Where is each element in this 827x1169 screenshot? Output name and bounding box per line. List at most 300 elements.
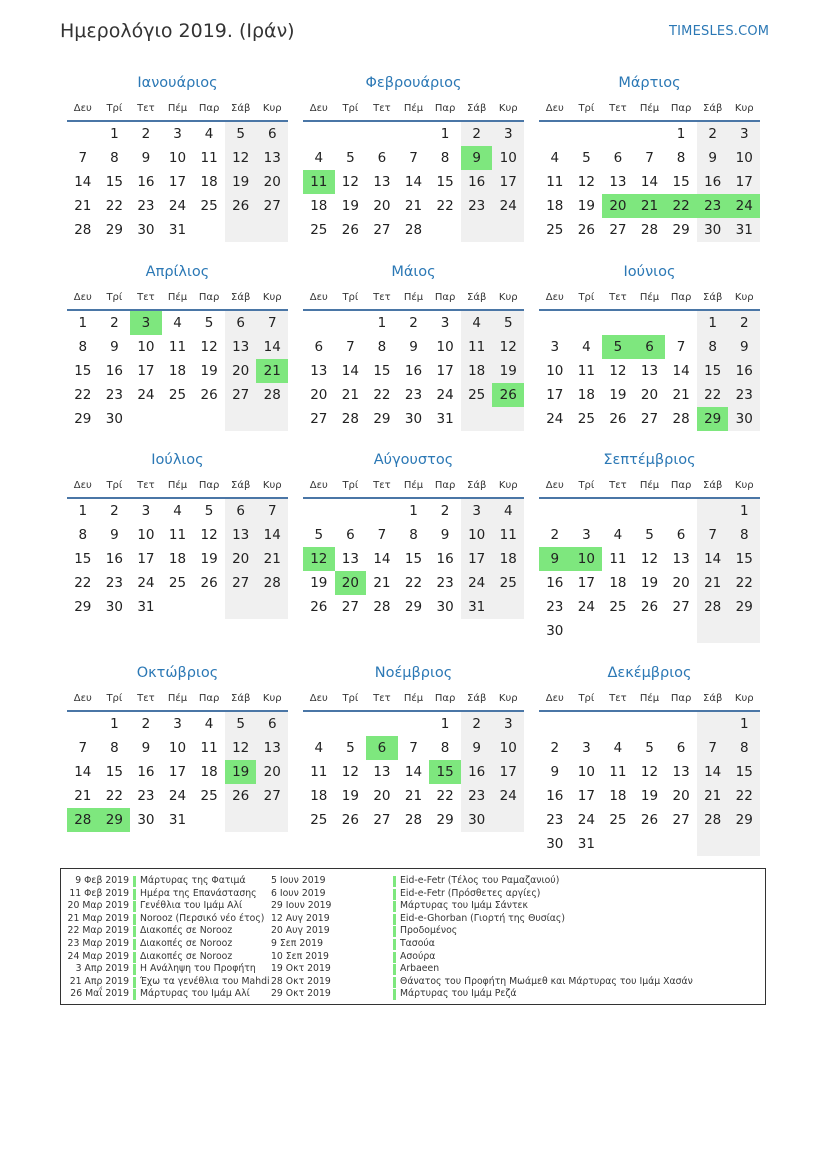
day-cell: 15 — [404, 551, 423, 567]
day-cell: 25 — [200, 198, 218, 214]
day-cell: 24 — [168, 788, 187, 804]
day-cell: 22 — [404, 575, 423, 591]
day-cell: 18 — [609, 575, 627, 591]
day-cell: 11 — [461, 335, 493, 359]
week-row — [67, 335, 288, 359]
week-row — [539, 311, 760, 335]
day-cell: 5 — [204, 503, 214, 519]
legend-date: 21 Μαρ 2019 — [67, 912, 129, 924]
month-name: Ιανουάριος — [137, 75, 218, 91]
day-cell: 4 — [582, 339, 591, 355]
weekday-label: Δευ — [309, 103, 328, 114]
month-name: Μάιος — [391, 264, 436, 280]
day-cell: 22 — [74, 575, 92, 591]
day-cell: 8 — [728, 523, 760, 547]
day-cell: 29 — [373, 411, 391, 427]
holiday-day-cell: 19 — [225, 760, 257, 784]
day-cell: 4 — [461, 311, 493, 335]
empty-day-cell — [634, 122, 666, 146]
weekday-label: Σάβ — [467, 292, 487, 303]
weekday-label: Σάβ — [231, 693, 251, 704]
weekday-label: Κυρ — [734, 480, 754, 491]
day-cell: 27 — [310, 411, 328, 427]
weekday-label: Τετ — [137, 693, 155, 704]
empty-day-cell — [335, 122, 367, 146]
day-cell: 5 — [225, 712, 257, 736]
day-cell: 19 — [310, 575, 328, 591]
day-cell: 12 — [640, 764, 659, 780]
day-cell: 8 — [440, 740, 450, 756]
weekday-label: Πέμ — [639, 292, 660, 303]
day-cell: 1 — [377, 315, 387, 331]
weekday-label: Παρ — [434, 693, 456, 704]
weekday-label: Τρί — [578, 292, 595, 303]
weekday-label: Τετ — [609, 480, 627, 491]
empty-day-cell — [602, 619, 634, 643]
day-cell: 24 — [461, 571, 493, 595]
day-cell: 2 — [440, 503, 450, 519]
empty-day-cell — [225, 808, 257, 832]
week-row — [67, 736, 288, 760]
legend-holiday-name: Μάρτυρας της Φατιμά — [140, 875, 246, 886]
day-cell: 5 — [346, 150, 355, 166]
weekday-header — [303, 475, 524, 499]
week-row — [303, 194, 524, 218]
day-cell: 1 — [728, 712, 760, 736]
day-cell: 2 — [697, 122, 729, 146]
day-cell: 7 — [409, 150, 418, 166]
weekday-label: Τρί — [342, 480, 359, 491]
day-cell: 17 — [577, 788, 595, 804]
empty-day-cell — [162, 595, 194, 619]
day-cell: 25 — [492, 571, 524, 595]
empty-day-cell — [67, 122, 99, 146]
day-cell: 14 — [373, 551, 391, 567]
day-cell: 5 — [645, 527, 654, 543]
day-cell: 9 — [141, 150, 151, 166]
week-row — [67, 760, 288, 784]
month-5 — [303, 257, 524, 431]
day-cell: 15 — [105, 174, 123, 190]
day-cell: 2 — [141, 716, 151, 732]
weekday-label: Τετ — [137, 480, 155, 491]
day-cell: 23 — [461, 194, 493, 218]
week-row — [539, 736, 760, 760]
empty-day-cell — [256, 407, 288, 431]
week-row — [67, 146, 288, 170]
weekday-label: Τρί — [106, 292, 123, 303]
empty-day-cell — [728, 619, 760, 643]
day-cell: 29 — [74, 599, 92, 615]
day-cell: 4 — [204, 716, 214, 732]
week-row — [539, 832, 760, 856]
week-row — [539, 170, 760, 194]
empty-day-cell — [634, 499, 666, 523]
empty-day-cell — [602, 122, 634, 146]
day-cell: 18 — [310, 788, 328, 804]
day-cell: 13 — [256, 736, 288, 760]
day-cell: 18 — [492, 547, 524, 571]
weekday-label: Τετ — [609, 693, 627, 704]
weekday-label: Κυρ — [734, 693, 754, 704]
day-cell: 4 — [173, 315, 182, 331]
legend-date: 20 Αυγ 2019 — [271, 925, 330, 937]
brand-link[interactable]: TIMESLES.COM — [669, 24, 770, 39]
weekday-label: Τρί — [106, 693, 123, 704]
month-1 — [67, 68, 288, 242]
empty-day-cell — [193, 218, 225, 242]
day-cell: 10 — [137, 339, 155, 355]
day-cell: 18 — [546, 198, 564, 214]
day-cell: 15 — [74, 363, 92, 379]
day-cell: 10 — [168, 740, 187, 756]
day-cell: 20 — [256, 170, 288, 194]
weekday-label: Τρί — [106, 103, 123, 114]
weekday-header — [539, 287, 760, 311]
day-cell: 8 — [110, 740, 119, 756]
day-cell: 9 — [728, 335, 760, 359]
empty-day-cell — [492, 808, 524, 832]
week-row — [303, 218, 524, 242]
day-cell: 24 — [168, 198, 187, 214]
day-cell: 30 — [105, 411, 123, 427]
day-cell: 10 — [546, 363, 564, 379]
day-cell: 17 — [728, 170, 760, 194]
day-cell: 4 — [613, 527, 623, 543]
day-cell: 27 — [256, 784, 288, 808]
week-row — [539, 383, 760, 407]
week-row — [539, 760, 760, 784]
weekday-label: Σάβ — [231, 292, 251, 303]
day-cell: 2 — [550, 527, 560, 543]
day-cell: 8 — [676, 150, 686, 166]
day-cell: 27 — [373, 222, 391, 238]
holiday-day-cell: 21 — [256, 359, 288, 383]
month-name: Μάρτιος — [618, 75, 681, 91]
day-cell: 30 — [137, 222, 155, 238]
legend-color-marker — [393, 952, 396, 963]
week-row — [67, 311, 288, 335]
day-cell: 24 — [577, 599, 595, 615]
holiday-day-cell: 21 — [634, 194, 666, 218]
legend-date: 22 Μαρ 2019 — [67, 925, 129, 937]
weekday-label: Δευ — [309, 693, 328, 704]
day-cell: 19 — [640, 788, 659, 804]
legend-row — [61, 913, 761, 926]
day-cell: 29 — [436, 812, 454, 828]
day-cell: 23 — [137, 788, 155, 804]
day-cell: 2 — [141, 126, 151, 142]
day-cell: 14 — [640, 174, 659, 190]
week-row — [303, 784, 524, 808]
empty-day-cell — [665, 619, 697, 643]
day-cell: 16 — [728, 359, 760, 383]
weekday-header — [303, 287, 524, 311]
week-row — [67, 122, 288, 146]
day-cell: 2 — [728, 311, 760, 335]
day-cell: 14 — [341, 363, 359, 379]
legend-color-marker — [393, 939, 396, 950]
day-cell: 10 — [577, 764, 595, 780]
holiday-legend — [60, 868, 766, 1005]
weekday-label: Κυρ — [498, 480, 518, 491]
weekday-label: Πέμ — [403, 693, 424, 704]
day-cell: 25 — [546, 222, 564, 238]
day-cell: 16 — [137, 174, 155, 190]
legend-row — [61, 875, 761, 888]
empty-day-cell — [193, 808, 225, 832]
week-row — [303, 359, 524, 383]
day-cell: 14 — [697, 547, 729, 571]
day-cell: 18 — [168, 363, 187, 379]
day-cell: 3 — [582, 527, 591, 543]
empty-day-cell — [492, 595, 524, 619]
weekday-label: Σάβ — [703, 693, 723, 704]
week-row — [539, 808, 760, 832]
day-cell: 11 — [609, 551, 627, 567]
weekday-header — [539, 688, 760, 712]
legend-date: 6 Ιουν 2019 — [271, 887, 326, 899]
day-cell: 4 — [613, 740, 623, 756]
day-cell: 13 — [672, 551, 690, 567]
day-cell: 5 — [492, 311, 524, 335]
day-cell: 23 — [728, 383, 760, 407]
weekday-label: Δευ — [545, 693, 564, 704]
weekday-header — [67, 287, 288, 311]
day-cell: 8 — [110, 150, 119, 166]
empty-day-cell — [303, 712, 335, 736]
empty-day-cell — [303, 122, 335, 146]
day-cell: 23 — [105, 575, 123, 591]
empty-day-cell — [225, 407, 257, 431]
day-cell: 28 — [404, 812, 423, 828]
legend-color-marker — [393, 876, 396, 887]
day-cell: 26 — [341, 812, 359, 828]
empty-day-cell — [461, 218, 493, 242]
day-cell: 25 — [310, 222, 328, 238]
day-cell: 20 — [225, 359, 257, 383]
weekday-label: Σάβ — [467, 103, 487, 114]
day-cell: 21 — [672, 387, 690, 403]
day-cell: 4 — [173, 503, 182, 519]
day-cell: 25 — [168, 387, 187, 403]
holiday-day-cell: 26 — [492, 383, 524, 407]
day-cell: 21 — [404, 198, 423, 214]
day-cell: 19 — [640, 575, 659, 591]
day-cell: 6 — [613, 150, 623, 166]
day-cell: 1 — [728, 499, 760, 523]
weekday-label: Πέμ — [639, 103, 660, 114]
empty-day-cell — [335, 712, 367, 736]
legend-color-marker — [393, 901, 396, 912]
holiday-day-cell: 6 — [634, 335, 666, 359]
day-cell: 22 — [74, 387, 92, 403]
week-row — [303, 595, 524, 619]
day-cell: 10 — [168, 150, 187, 166]
week-row — [67, 784, 288, 808]
weekday-label: Παρ — [670, 693, 692, 704]
day-cell: 12 — [577, 174, 595, 190]
day-cell: 7 — [256, 499, 288, 523]
day-cell: 18 — [200, 764, 218, 780]
day-cell: 22 — [436, 788, 454, 804]
weekday-label: Παρ — [434, 103, 456, 114]
weekday-label: Σάβ — [703, 292, 723, 303]
weekday-label: Δευ — [545, 103, 564, 114]
day-cell: 11 — [492, 523, 524, 547]
month-name: Νοέμβριος — [374, 665, 453, 681]
day-cell: 31 — [168, 222, 187, 238]
day-cell: 8 — [440, 150, 450, 166]
day-cell: 14 — [74, 764, 92, 780]
day-cell: 24 — [436, 387, 454, 403]
empty-day-cell — [571, 619, 603, 643]
week-row — [67, 523, 288, 547]
weekday-header — [303, 98, 524, 122]
day-cell: 3 — [492, 122, 524, 146]
day-cell: 14 — [74, 174, 92, 190]
weekday-label: Πέμ — [167, 103, 188, 114]
day-cell: 5 — [346, 740, 355, 756]
day-cell: 20 — [225, 547, 257, 571]
holiday-day-cell: 29 — [697, 407, 729, 431]
weekday-label: Παρ — [198, 693, 220, 704]
day-cell: 19 — [200, 551, 218, 567]
weekday-header — [303, 688, 524, 712]
month-12 — [539, 658, 760, 856]
day-cell: 1 — [697, 311, 729, 335]
day-cell: 19 — [577, 198, 595, 214]
legend-color-marker — [393, 989, 396, 1000]
day-cell: 22 — [436, 198, 454, 214]
day-cell: 7 — [78, 740, 88, 756]
day-cell: 26 — [200, 387, 218, 403]
legend-row — [61, 951, 761, 964]
day-cell: 23 — [546, 812, 564, 828]
holiday-day-cell: 24 — [728, 194, 760, 218]
day-cell: 24 — [137, 575, 155, 591]
day-cell: 22 — [697, 383, 729, 407]
day-cell: 19 — [609, 387, 627, 403]
month-name: Απρίλιος — [145, 264, 210, 280]
day-cell: 26 — [310, 599, 328, 615]
holiday-day-cell: 20 — [602, 194, 634, 218]
day-cell: 21 — [341, 387, 359, 403]
empty-day-cell — [634, 712, 666, 736]
day-cell: 30 — [137, 812, 155, 828]
day-cell: 28 — [672, 411, 690, 427]
legend-date: 19 Οκτ 2019 — [271, 963, 331, 975]
day-cell: 16 — [461, 170, 493, 194]
day-cell: 1 — [78, 315, 88, 331]
day-cell: 19 — [341, 788, 359, 804]
week-row — [67, 571, 288, 595]
weekday-label: Τρί — [578, 103, 595, 114]
week-row — [303, 170, 524, 194]
weekday-label: Παρ — [198, 103, 220, 114]
day-cell: 15 — [105, 764, 123, 780]
weekday-label: Πέμ — [403, 480, 424, 491]
day-cell: 14 — [404, 174, 423, 190]
weekday-label: Κυρ — [262, 103, 282, 114]
day-cell: 7 — [346, 339, 355, 355]
empty-day-cell — [571, 712, 603, 736]
day-cell: 16 — [105, 363, 123, 379]
day-cell: 22 — [728, 571, 760, 595]
day-cell: 4 — [550, 150, 560, 166]
holiday-day-cell: 23 — [697, 194, 729, 218]
holiday-day-cell: 3 — [130, 311, 162, 335]
week-row — [67, 359, 288, 383]
week-row — [67, 808, 288, 832]
holiday-day-cell: 22 — [665, 194, 697, 218]
day-cell: 7 — [409, 740, 418, 756]
day-cell: 25 — [609, 812, 627, 828]
weekday-label: Κυρ — [498, 292, 518, 303]
day-cell: 6 — [346, 527, 355, 543]
month-name: Ιούλιος — [151, 452, 204, 468]
month-9 — [539, 445, 760, 643]
holiday-day-cell: 11 — [303, 170, 335, 194]
day-cell: 29 — [404, 599, 423, 615]
month-name: Οκτώβριος — [136, 665, 219, 681]
weekday-label: Παρ — [198, 292, 220, 303]
empty-day-cell — [602, 499, 634, 523]
day-cell: 28 — [74, 222, 92, 238]
empty-day-cell — [571, 499, 603, 523]
day-cell: 26 — [640, 599, 659, 615]
empty-day-cell — [728, 832, 760, 856]
weekday-label: Τετ — [373, 693, 391, 704]
day-cell: 30 — [404, 411, 423, 427]
legend-date: 21 Απρ 2019 — [69, 975, 129, 987]
day-cell: 16 — [546, 788, 564, 804]
day-cell: 13 — [225, 523, 257, 547]
day-cell: 11 — [609, 764, 627, 780]
week-row — [539, 335, 760, 359]
day-cell: 13 — [225, 335, 257, 359]
day-cell: 17 — [577, 575, 595, 591]
day-cell: 31 — [577, 836, 595, 852]
legend-row — [61, 976, 761, 989]
weekday-header — [539, 475, 760, 499]
day-cell: 1 — [110, 716, 119, 732]
day-cell: 26 — [341, 222, 359, 238]
empty-day-cell — [303, 311, 335, 335]
weekday-label: Δευ — [309, 292, 328, 303]
day-cell: 21 — [74, 198, 92, 214]
day-cell: 28 — [697, 595, 729, 619]
day-cell: 28 — [256, 571, 288, 595]
week-row — [303, 808, 524, 832]
day-cell: 15 — [74, 551, 92, 567]
day-cell: 5 — [645, 740, 654, 756]
empty-day-cell — [539, 499, 571, 523]
legend-color-marker — [393, 889, 396, 900]
holiday-day-cell: 9 — [461, 146, 493, 170]
day-cell: 17 — [137, 551, 155, 567]
empty-day-cell — [697, 832, 729, 856]
day-cell: 20 — [672, 788, 690, 804]
day-cell: 1 — [110, 126, 119, 142]
day-cell: 1 — [440, 126, 450, 142]
weekday-label: Πέμ — [639, 693, 660, 704]
weekday-label: Τρί — [342, 292, 359, 303]
legend-color-marker — [393, 914, 396, 925]
weekday-label: Παρ — [670, 292, 692, 303]
day-cell: 3 — [440, 315, 450, 331]
empty-day-cell — [225, 595, 257, 619]
